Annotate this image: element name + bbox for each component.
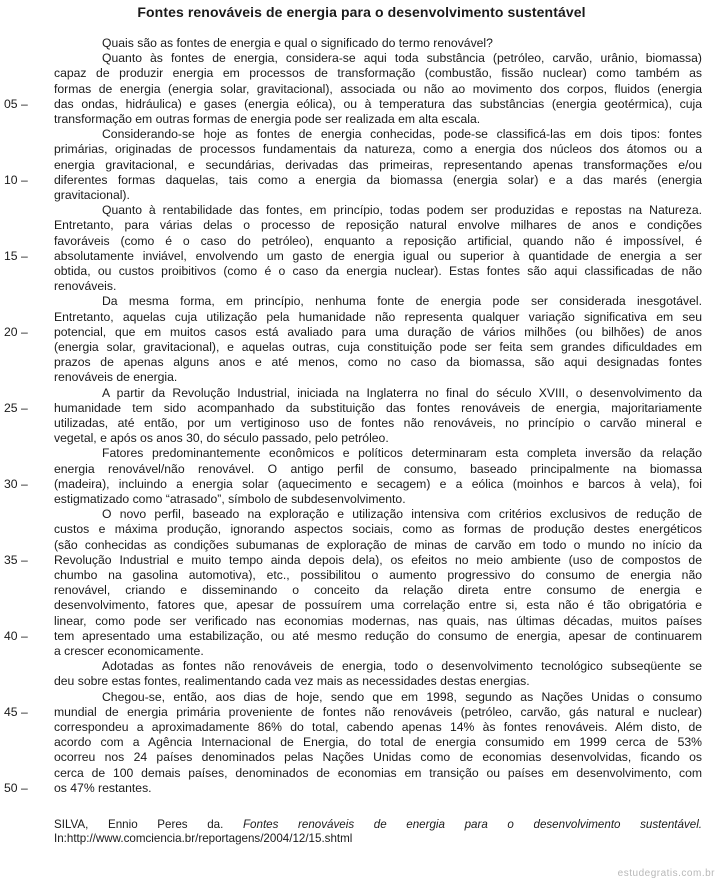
text-line: desenvolvimento, fatores que, apesar de possuírem uma correlação entre si, esta não é tão obrigatória e	[54, 598, 702, 613]
text-line: energia gravitacional, e secundárias, derivadas das primeiras, representando apenas transformações e/ou	[54, 157, 702, 172]
text-line: deu sobre estas fontes, realimentando cada vez mais as necessidades destas energias.	[54, 674, 530, 689]
text-line: gravitacional).	[54, 188, 130, 202]
line-number: 50 –	[4, 780, 28, 795]
text-line: absolutamente inviável, envolvendo um gasto de energia igual ou superior à quantidade de energia a ser	[54, 248, 702, 263]
text-line: linear, como pode ser verificado nas economias modernas, nas quais, nas últimas décadas, muitos países	[54, 613, 702, 628]
citation-author: SILVA, Ennio Peres da.	[54, 818, 224, 831]
line-number: 15 –	[4, 248, 28, 263]
text-line: Quanto às fontes de energia, considera-se aqui toda substância (petróleo, carvão, urânio, biomassa)	[102, 51, 702, 66]
text-line: diferentes formas daquelas, tais como a energia da biomassa (energia solar) e a das marés (energia	[54, 172, 702, 187]
text-line: A partir da Revolução Industrial, iniciada na Inglaterra no final do século XVIII, o desenvolvimento da	[102, 385, 702, 400]
text-line: (madeira), incluindo a energia solar (aquecimento e secagem) e a eólica (moinhos e barcos à vela), foi	[54, 476, 702, 491]
text-line: O novo perfil, baseado na exploração e utilização intensiva com critérios exclusivos de redução de	[102, 507, 702, 522]
citation-source: In:http://www.comciencia.br/reportagens/2004/12/15.shtml	[54, 832, 353, 845]
text-line: transformação em outras formas de energia pode ser realizada em alta escala.	[54, 112, 481, 126]
text-line: estigmatizado como “atrasado”, símbolo de subdesenvolvimento.	[54, 492, 406, 506]
text-line: utilizadas, até então, por um vertiginoso uso de fontes não renováveis, no princípio o carvão mineral e	[54, 416, 702, 430]
text-line: primárias, originadas de processos fundamentais da natureza, como a energia dos núcleos dos átomos ou a	[54, 142, 702, 157]
text-line: Considerando-se hoje as fontes de energia conhecidas, pode-se classificá-las em dois tipos: fontes	[102, 127, 702, 142]
text-line: Chegou-se, então, aos dias de hoje, sendo que em 1998, segundo as Nações Unidas o consumo	[102, 689, 702, 704]
text-line: renováveis.	[54, 279, 117, 294]
line-number: 05 –	[4, 96, 28, 111]
text-line: tem apresentado uma estabilização, ou até mesmo redução do consumo de energia, apesar de continuarem	[54, 628, 702, 643]
site-watermark: estudegratis.com.br	[617, 868, 715, 879]
line-number: 35 –	[4, 552, 28, 567]
text-line: a crescer economicamente.	[54, 644, 204, 658]
citation-work-title: Fontes renováveis de energia para o desenvolvimento sustentável.	[242, 818, 702, 831]
line-number: 25 –	[4, 400, 28, 415]
text-line: potencial, que em muitos casos está avaliado para uma duração de vários milhões (ou bilhões) de anos	[54, 324, 702, 339]
text-line: das ondas, hidráulica) e gases (energia eólica), ou à temperatura das substâncias (energia geotérmica), cuja	[54, 96, 702, 111]
line-number: 40 –	[4, 628, 28, 643]
line-number: 45 –	[4, 704, 28, 719]
text-line: energia renovável/não renovável. O antigo perfil de consumo, baseado principalmente na biomassa	[54, 461, 702, 476]
text-line: mundial de energia primária proveniente de fontes não renováveis (petróleo, carvão, gás natural e nuclear)	[54, 704, 702, 719]
text-line: os 47% restantes.	[54, 780, 152, 795]
text-line: acordo com a Agência Internacional de Energia, do total de energia consumido em 1999 cerca de 53%	[54, 735, 702, 750]
text-line: renováveis de energia.	[54, 370, 178, 385]
text-line: formas de energia (energia solar, gravitacional), associada ou não ao movimento dos corpos, fluidos (energia	[54, 81, 702, 96]
text-line: renovável, criando e disseminando o conceito da relação direta entre consumo de energia e	[54, 583, 702, 598]
text-line: Revolução Industrial e muito tempo ainda depois dela), os efeitos no meio ambiente (uso de compostos de	[54, 552, 702, 567]
text-line: ocorreu nos 24 países denominados pelas Nações Unidas como de economias desenvolvidas, ficando os	[54, 750, 702, 765]
line-number: 10 –	[4, 172, 28, 187]
line-number: 30 –	[4, 476, 28, 491]
text-line: vegetal, e após os anos 30, do século passado, pelo petróleo.	[54, 431, 389, 446]
text-line: Adotadas as fontes não renováveis de energia, todo o desenvolvimento tecnológico subseqüente se	[102, 659, 702, 674]
page-title: Fontes renováveis de energia para o desenvolvimento sustentável	[137, 4, 586, 20]
text-line: (energia solar, gravitacional), e aquelas outras, cuja constituição pode ser feita sem grandes dificuldades em	[54, 340, 702, 354]
text-line: humanidade tem sido acompanhado da substituição das fontes renováveis de energia, majoritariamente	[54, 400, 702, 415]
text-line: Entretanto, para várias delas o processo de reposição natural envolve milhares de anos e condições	[54, 218, 702, 233]
text-line: custos e máxima produção, ignorando aspectos sociais, como as formas de produção destes energéticos	[54, 522, 702, 537]
text-line: obtida, ou custos proibitivos (como é o caso da energia nuclear). Estas fontes são aqui classificadas de não	[54, 264, 702, 278]
text-line: capaz de produzir energia em processos de transformação (combustão, fissão nuclear) como também as	[54, 66, 702, 81]
citation-reference	[54, 818, 702, 832]
text-line: Fatores predominantemente econômicos e políticos determinaram esta completa inversão da relação	[102, 446, 702, 461]
text-line: correspondeu a aproximadamente 86% do total, cabendo apenas 14% às fontes renováveis. Além disto, de	[54, 720, 702, 734]
text-line: prazos de apenas alguns anos e até menos, como no caso da biomassa, são aqui designadas fontes	[54, 355, 702, 370]
text-line: cerca de 100 demais países, denominados de economias em transição ou países em desenvolvimento, com	[54, 765, 702, 780]
text-line: Da mesma forma, em princípio, nenhuma fonte de energia pode ser considerada inesgotável.	[102, 294, 702, 309]
text-line: (são conhecidas as condições subumanas de exploração de minas de carvão em todo o mundo no início da	[54, 537, 702, 552]
text-line: Entretanto, aquelas cuja utilização pela humanidade não representa qualquer variação significativa em seu	[54, 309, 702, 324]
text-line: Quanto à rentabilidade das fontes, em princípio, todas podem ser produzidas e repostas na Natureza.	[102, 203, 702, 218]
text-line: Quais são as fontes de energia e qual o significado do termo renovável?	[102, 36, 493, 50]
text-line: chumbo na gasolina automotiva), etc., possibilitou o aumento progressivo do consumo de energia não	[54, 568, 702, 582]
citation	[54, 818, 702, 846]
text-line: favoráveis (como é o caso do petróleo), enquanto a reposição artificial, quando não é impossível, é	[54, 233, 702, 248]
line-number: 20 –	[4, 324, 28, 339]
